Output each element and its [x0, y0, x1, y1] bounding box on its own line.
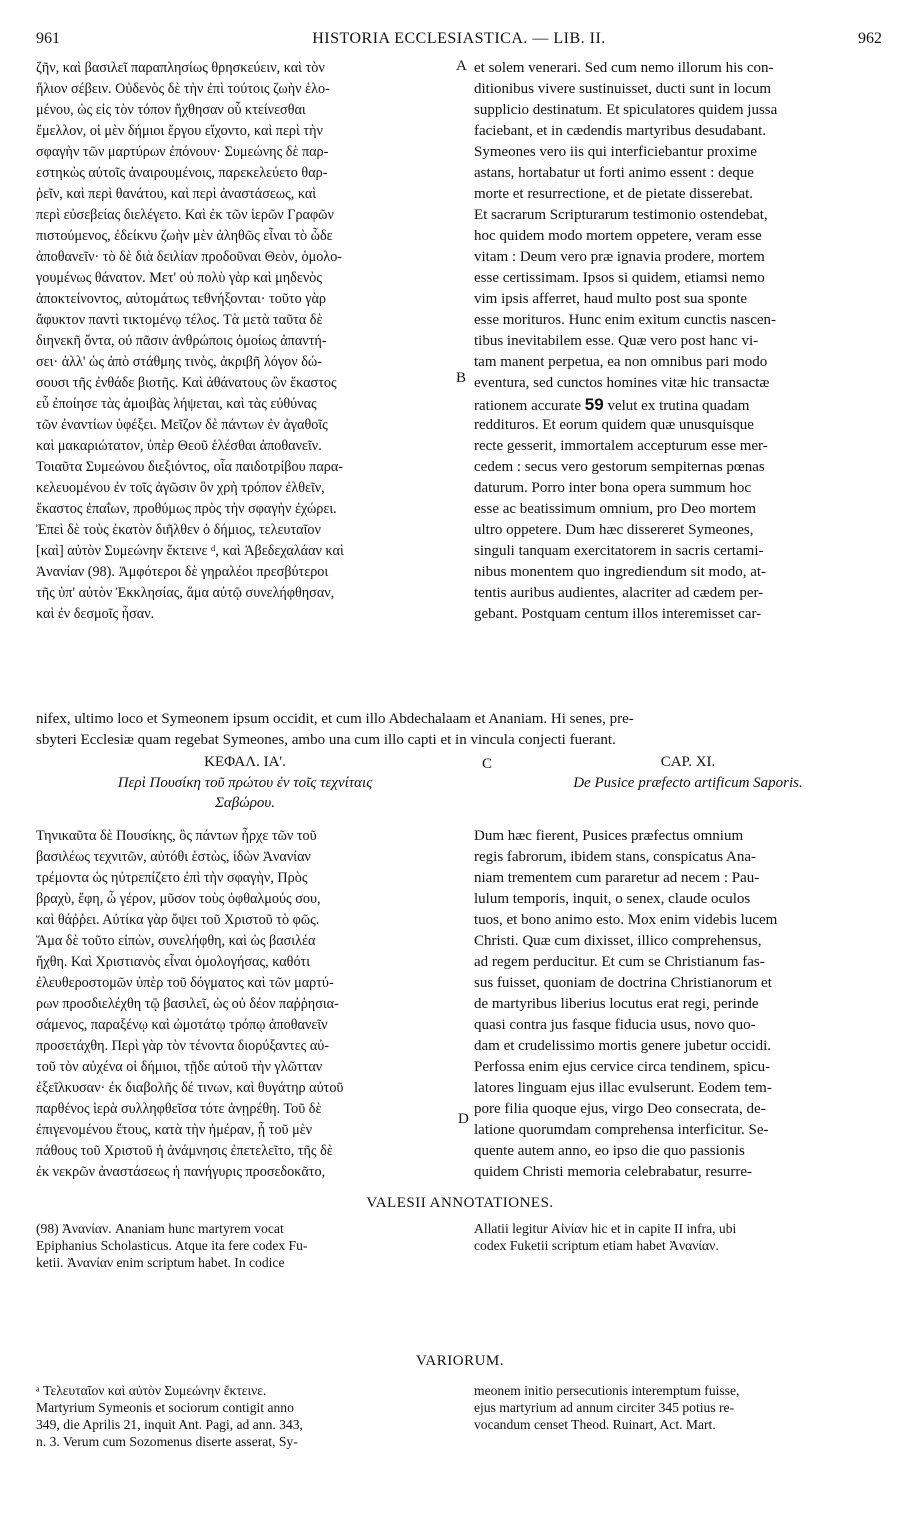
latin-text-line: morte et resurrectione, et de pietate disserebat.: [474, 186, 754, 202]
variorum-heading: VARIORUM.: [416, 1353, 504, 1369]
latin-text-line: esse certissimam. Ipsos si quidem, etiamsi nemo: [474, 270, 765, 286]
greek-text-line: ἄφυκτον παντὶ τικτομένῳ τέλος. Τὰ μετὰ ταῦτα δὲ: [36, 312, 323, 328]
latin-text-line: tuos, et bono animo esto. Mox enim videbis lucem: [474, 912, 778, 928]
greek-text-line: κελευομένου ἐν τοῖς ἀγῶσιν ὃν χρὴ τρόπον ἐλθεῖν,: [36, 480, 325, 496]
latin-text-line: esse ac beatissimum omnium, pro Deo mortem: [474, 501, 757, 517]
greek-text-line: ἐξεῖλκυσαν· ἐκ διαβολῆς δέ τινων, καὶ θυγάτηρ αὐτοῦ: [36, 1080, 344, 1096]
latin-text-line: Christi. Quæ cum dixisset, illico comprehensus,: [474, 933, 762, 949]
latin-text-line: nifex, ultimo loco et Symeonem ipsum occidit, et cum illo Abdechalaam et Ananiam. Hi senes, pre-: [36, 711, 634, 727]
latin-text-line: faciebant, et in cædendis martyribus desudabant.: [474, 123, 766, 139]
latin-text-segment: velut ex trutina quadam: [607, 398, 750, 414]
latin-text-line: Symeones vero iis qui interficiebantur proxime: [474, 144, 757, 160]
latin-text-line: latores linguam ejus illac evulserunt. Eodem tem-: [474, 1080, 772, 1096]
latin-text-line: ad regem perducitur. Et cum se Christianum fas-: [474, 954, 765, 970]
latin-text-line: sbyteri Ecclesiæ quam regebat Symeones, ambo una cum illo capti et in vincula conjecti fuerant.: [36, 732, 616, 748]
latin-text-line: tibus inevitabilem esse. Quæ vero post hanc vi-: [474, 333, 759, 349]
latin-text-line: quente autem anno, eo ipso die quo passionis: [474, 1143, 745, 1159]
latin-text-line: latione quorumdam comprehensa interficitur. Se-: [474, 1122, 769, 1138]
running-title: HISTORIA ECCLESIASTICA. — LIB. II.: [312, 30, 606, 47]
greek-text-line: σφαγὴν τῶν μαρτύρων ἐπόνουν· Συμεώνης δὲ παρ-: [36, 144, 329, 160]
annotation-line: ketii. Ἀνανίαν enim scriptum habet. In codice: [36, 1255, 285, 1270]
greek-column-chapter: [36, 826, 454, 1183]
greek-text-line: περὶ εὐσεβείας διελέγετο. Καὶ ἐκ τῶν ἱερῶν Γραφῶν: [36, 207, 334, 223]
annotation-line: Allatii legitur Αἰνίαν hic et in capite II infra, ubi: [474, 1221, 737, 1236]
latin-text-line: lulum temporis, inquit, o senex, claude oculos: [474, 891, 751, 907]
greek-text-line: σουσι τῆς ἐνθάδε βιοτῆς. Καὶ ἀθάνατους ὢν ἕκαστος: [36, 375, 337, 391]
greek-text-line: Τοιαῦτα Συμεώνου διεξιόντος, οἷα παιδοτρίβου παρα-: [36, 459, 344, 475]
running-header: [36, 30, 882, 54]
variorum-line: 349, die Aprilis 21, inquit Ant. Pagi, ad ann. 343,: [36, 1417, 303, 1432]
latin-text-line: nibus monentem quo ingrediendum sit modo, at-: [474, 564, 767, 580]
greek-text-line: τῶν ἐναντίων ὑφέξει. Μεῖζον δὲ πάντων ἐν ἀγαθοῖς: [36, 417, 328, 433]
latin-text-line: de martyribus liberius locutus erat regi, perinde: [474, 996, 759, 1012]
greek-text-line: βασιλέως τεχνιτῶν, αὐτόθι ἑστὼς, ἰδὼν Ἀνανίαν: [36, 849, 311, 865]
greek-text-line: ἥλιον σέβειν. Οὐδενὸς δὲ τὴν ἐπὶ τούτοις ζωὴν ἑλο-: [36, 81, 330, 97]
variorum-line: meonem initio persecutionis interemptum fuisse,: [474, 1383, 740, 1398]
greek-text-line: εὖ ἐποίησε τὰς ἀμοιβὰς λήψεται, καὶ τὰς εὐθύνας: [36, 396, 317, 412]
greek-text-line: γουμένως θάνατον. Μετ' οὐ πολὺ γὰρ καὶ μηδενὸς: [36, 270, 322, 286]
latin-text-line: supplicio destinatum. Et spiculatores quidem jussa: [474, 102, 778, 118]
greek-text-line: ἕκαστος ἐπαΐων, προθύμως πρὸς τὴν σφαγὴν ἐχώρει.: [36, 501, 337, 517]
latin-text-line: vim ipsis afferret, haud multo post sua sponte: [474, 291, 748, 307]
latin-text-line: pore filia quoque ejus, virgo Deo consecrata, de-: [474, 1101, 766, 1117]
greek-text-line: διηνεκῆ ὄντα, οὐ πᾶσιν ἀνθρώποις ὁμοίως ἀπαντή-: [36, 333, 327, 349]
variorum-line: vocandum censet Theod. Ruinart, Act. Mart.: [474, 1417, 716, 1432]
latin-text-line: regis fabrorum, ibidem stans, conspicatus Ana-: [474, 849, 757, 865]
latin-text-line: niam trementem cum pararetur ad necem : Pau-: [474, 870, 760, 886]
greek-text-line: καὶ ἐν δεσμοῖς ἦσαν.: [36, 606, 155, 622]
greek-text-line: τρέμοντα ὡς ηὐτρεπίζετο ἐπὶ τὴν σφαγὴν, Πρὸς: [36, 870, 308, 886]
greek-text-line: [καὶ] αὐτὸν Συμεώνην ἔκτεινε ᵈ, καὶ Ἀβεδεχαλάαν καὶ: [36, 543, 344, 559]
greek-text-line: Ἐπεὶ δὲ τοὺς ἑκατὸν διῆλθεν ὁ δήμιος, τελευταῖον: [36, 522, 321, 538]
latin-text-line: Dum hæc fierent, Pusices præfectus omnium: [474, 828, 744, 844]
latin-text-line: [474, 394, 886, 415]
left-page-number: 961: [36, 30, 60, 47]
greek-chapter-heading: [36, 752, 454, 813]
latin-column-top: [474, 58, 886, 625]
greek-chapter-title: ΚΕΦΑΛ. ΙΑ'.: [204, 754, 286, 770]
greek-text-line: ρων προσδιελέχθη τῷ βασιλεῖ, ὡς οὐ δέον παῤῥησια-: [36, 996, 339, 1012]
greek-text-line: πιστούμενος, ἐδείκνυ ζωὴν μὲν ἀληθῶς εἶναι τὸ ὧδε: [36, 228, 333, 244]
greek-text-line: ἐλευθεροστομῶν ὑπὲρ τοῦ δόγματος καὶ τῶν μαρτύ-: [36, 975, 334, 991]
latin-text-line: ditionibus vivere sustinuisset, ducti sunt in locum: [474, 81, 772, 97]
latin-text-line: daturum. Porro inter bona opera summum hoc: [474, 480, 752, 496]
latin-text-line: quidem Christi memoria celebrabatur, resurre-: [474, 1164, 753, 1180]
margin-marker-a: A: [456, 58, 467, 74]
greek-text-line: προσετάχθη. Περὶ γὰρ τὸν τένοντα διορύξαντες αὐ-: [36, 1038, 330, 1054]
variorum-notes-right: [474, 1382, 886, 1433]
variorum-line: ᵃ Τελευταῖον καὶ αὐτὸν Συμεώνην ἔκτεινε.: [36, 1383, 267, 1398]
valesii-heading: VALESII ANNOTATIONES.: [366, 1195, 554, 1211]
latin-text-line: vitam : Deum vero præ ignavia prodere, mortem: [474, 249, 765, 265]
original-page-number: 59: [584, 395, 604, 414]
latin-text-line: reddituros. Et eorum quidem quæ unusquisque: [474, 417, 754, 433]
greek-text-line: βραχὺ, ἔφη, ὦ γέρον, μῦσον τοὺς ὀφθαλμούς σου,: [36, 891, 321, 907]
latin-text-line: sus fuisset, quoniam de doctrina Christianorum et: [474, 975, 772, 991]
latin-text-line: ultro oppetere. Dum hæc dissereret Symeones,: [474, 522, 754, 538]
greek-text-line: ἔμελλον, οἱ μὲν δήμιοι ἔργου εἴχοντο, καὶ περὶ τὴν: [36, 123, 323, 139]
greek-chapter-subtitle: Περὶ Πουσίκη τοῦ πρώτου ἐν τοῖς τεχνίταις: [117, 775, 373, 791]
annotation-line: (98) Ἀνανίαν. Ananiam hunc martyrem vocat: [36, 1221, 284, 1236]
greek-text-line: σάμενος, παραξένῳ καὶ ὠμοτάτῳ τρόπῳ ἀποθανεῖν: [36, 1017, 328, 1033]
greek-column-top: [36, 58, 454, 625]
margin-marker-c: C: [482, 756, 493, 772]
latin-text-line: quasi contra jus fasque fiducia usus, novo quo-: [474, 1017, 756, 1033]
variorum-notes-left: [36, 1382, 454, 1450]
variorum-line: ejus martyrium ad annum circiter 345 potius re-: [474, 1400, 735, 1415]
greek-text-line: ἐκ νεκρῶν ἀναστάσεως ἡ πανήγυρις προσεδοκᾶτο,: [36, 1164, 326, 1180]
latin-text-line: cedem : secus vero gestorum sempiternas pœnas: [474, 459, 765, 475]
greek-text-line: ῥεῖν, καὶ περὶ θανάτου, καὶ περὶ ἀναστάσεως, καὶ: [36, 186, 317, 202]
latin-chapter-heading: [490, 752, 886, 793]
latin-text-line: gebant. Postquam centum illos interemisset car-: [474, 606, 762, 622]
latin-chapter-title: CAP. XI.: [660, 754, 716, 770]
latin-text-line: recte gesserit, immortalem accepturum esse mer-: [474, 438, 768, 454]
latin-text-line: singuli tanquam exercitatorem in sacris certami-: [474, 543, 764, 559]
margin-marker-d: D: [458, 1111, 469, 1127]
greek-text-line: παρθένος ἱερὰ συλληφθεῖσα τότε ἀνῃρέθη. Τοῦ δὲ: [36, 1101, 322, 1117]
latin-column-chapter: [474, 826, 886, 1183]
latin-text-line: astans, hortabatur ut forti animo essent : deque: [474, 165, 754, 181]
greek-text-line: ἀποκτείνοντος, αὐτομάτως τεθνήξονται· τοῦτο γὰρ: [36, 291, 327, 307]
latin-text-segment: rationem accurate: [474, 398, 582, 414]
latin-text-line: Perfossa enim ejus cervice circa tendinem, spicu-: [474, 1059, 771, 1075]
greek-text-line: ἐπιγενομένου ἔτους, κατὰ τὴν ἡμέραν, ᾗ τοῦ μὲν: [36, 1122, 313, 1138]
greek-text-line: ζῆν, καὶ βασιλεῖ παραπλησίως θρησκεύειν, καὶ τὸν: [36, 60, 325, 76]
greek-text-line: ἤχθη. Καὶ Χριστιανὸς εἶναι ὁμολογήσας, καθότι: [36, 954, 311, 970]
greek-text-line: πάθους τοῦ Χριστοῦ ἡ ἀνάμνησις ἐπετελεῖτο, τῆς δὲ: [36, 1143, 333, 1159]
greek-text-line: σει· ἀλλ' ὡς ἀπὸ στάθμης τινὸς, ἀκριβῆ λόγον δώ-: [36, 354, 322, 370]
latin-full-width: [36, 709, 884, 751]
latin-text-line: tentis auribus audientes, alacriter ad cædem per-: [474, 585, 764, 601]
margin-marker-b: B: [456, 370, 467, 386]
valesii-notes-right: [474, 1220, 886, 1254]
latin-text-line: Et sacrarum Scripturarum testimonio ostendebat,: [474, 207, 768, 223]
variorum-line: n. 3. Verum cum Sozomenus diserte asserat, Sy-: [36, 1434, 298, 1449]
latin-text-line: esse morituros. Hunc enim exitum cunctis nascen-: [474, 312, 777, 328]
greek-text-line: καὶ μακαριώτατον, ὑπὲρ Θεοῦ ἑλέσθαι ἀποθανεῖν.: [36, 438, 322, 454]
greek-text-line: Τηνικαῦτα δὲ Πουσίκης, ὃς πάντων ἦρχε τῶν τοῦ: [36, 828, 317, 844]
latin-text-line: dam et crudelissimo mortis genere jubetur occidi.: [474, 1038, 771, 1054]
greek-text-line: Ἅμα δὲ τοῦτο εἰπὼν, συνελήφθη, καὶ ὡς βασιλέα: [36, 933, 316, 949]
greek-chapter-subtitle-cont: Σαβώρου.: [214, 795, 276, 811]
greek-text-line: τῆς ὑπ' αὐτὸν Ἐκκλησίας, ἅμα αὐτῷ συνελήφθησαν,: [36, 585, 335, 601]
greek-text-line: εστηκὼς αὐτοῖς ἀναιρουμένοις, παρεκελεύετο θαρ-: [36, 165, 328, 181]
valesii-notes-left: [36, 1220, 454, 1271]
greek-text-line: μένου, ὡς εἰς τὸν τόπον ἤχθησαν οὗ κτείνεσθαι: [36, 102, 306, 118]
latin-text-line: et solem venerari. Sed cum nemo illorum his con-: [474, 60, 774, 76]
annotation-line: Epiphanius Scholasticus. Atque ita fere codex Fu-: [36, 1238, 308, 1253]
latin-text-line: tam manent perpetua, ea non omnibus pari modo: [474, 354, 768, 370]
greek-text-line: Ἀνανίαν (98). Ἀμφότεροι δὲ γηραλέοι πρεσβύτεροι: [36, 564, 329, 580]
latin-text-line: hoc quidem modo mortem oppetere, veram esse: [474, 228, 762, 244]
latin-text-line: eventura, sed cunctos homines vitæ hic transactæ: [474, 375, 770, 391]
right-page-number: 962: [858, 30, 882, 47]
greek-text-line: ἀποθανεῖν· τὸ δὲ διὰ δειλίαν προδοῦναι Θεὸν, ὁμολο-: [36, 249, 343, 265]
latin-chapter-subtitle: De Pusice præfecto artificum Saporis.: [573, 775, 803, 791]
greek-text-line: καὶ θάῤῥει. Αὐτίκα γὰρ ὄψει τοῦ Χριστοῦ τὸ φῶς.: [36, 912, 320, 928]
greek-text-line: τοῦ τὸν αὐχένα οἱ δήμιοι, τῇδε αὐτοῦ τὴν γλῶτταν: [36, 1059, 323, 1075]
variorum-line: Martyrium Symeonis et sociorum contigit anno: [36, 1400, 294, 1415]
annotation-line: codex Fuketii scriptum etiam habet Ἀνανίαν.: [474, 1238, 719, 1253]
